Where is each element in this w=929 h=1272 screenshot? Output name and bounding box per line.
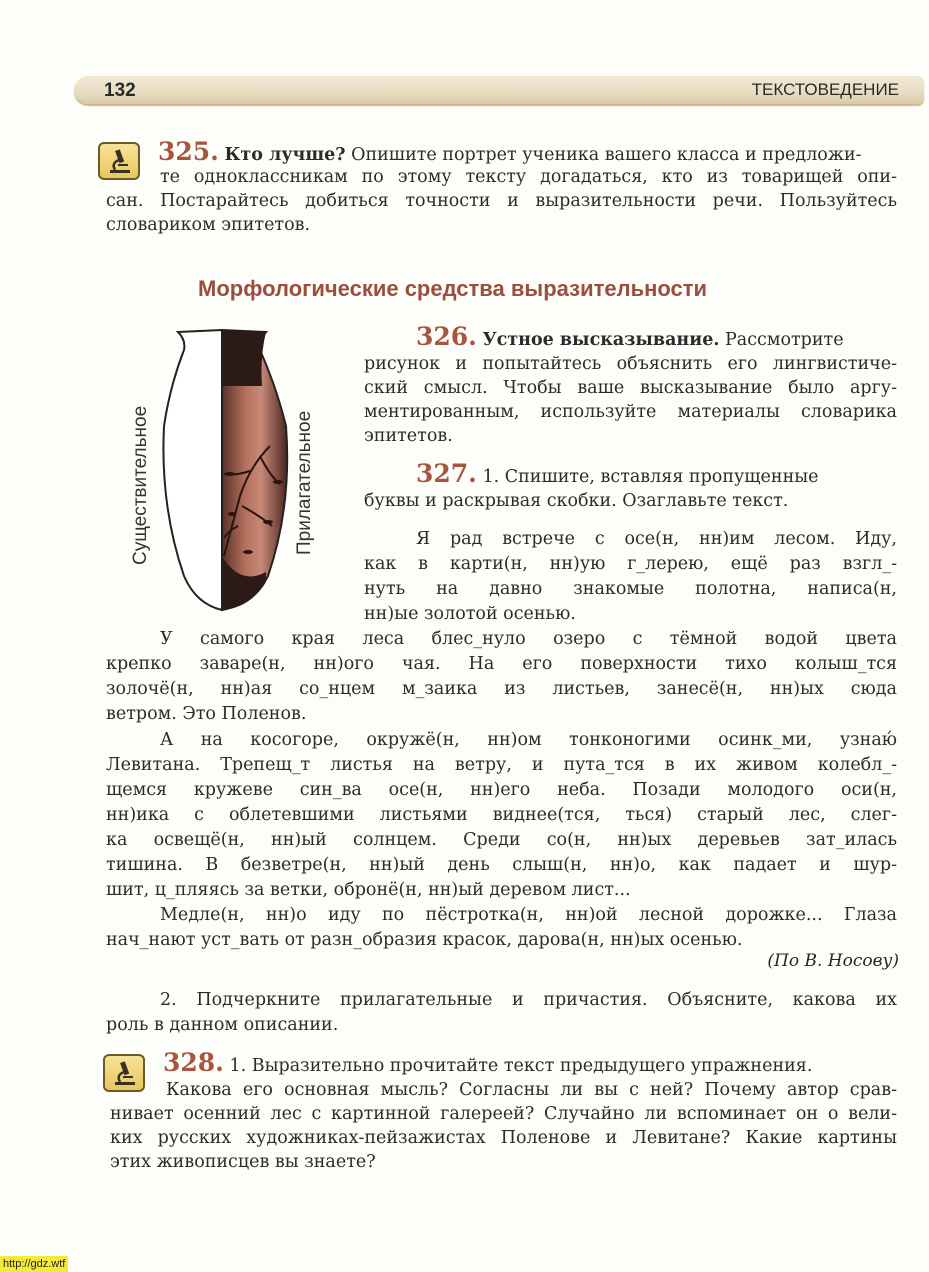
exercise-326-line: Рассмотрите <box>725 330 844 350</box>
exercise-327-text-line: нач_нают уст_вать от разн_образия красок, дарова(н, нн)ых осенью. <box>106 930 743 950</box>
exercise-327-text-line: Я рад встрече с осе(н, нн)им лесом. Иду, <box>416 529 897 549</box>
exercise-327-first-line <box>416 459 819 490</box>
exercise-327-text-line: как в карти(н, нн)ую г_лерею, ещё раз взгл_- <box>364 554 897 574</box>
exercise-327-line: 1. Спишите, вставляя пропущенные <box>482 467 819 487</box>
microscope-icon <box>103 1054 145 1092</box>
exercise-327-task2-line: 2. Подчеркните прилагательные и причастия. Объясните, какова их <box>160 990 897 1010</box>
exercise-325-line: сан. Постарайтесь добиться точности и выразительности речи. Пользуйтесь <box>106 191 897 211</box>
exercise-327-line: буквы и раскрывая скобки. Озаглавьте текст. <box>364 491 789 511</box>
vase-label-noun: Существительное <box>130 405 151 565</box>
exercise-328-line: ких русских художниках-пейзажистах Поленове и Левитане? Какие картины <box>110 1128 897 1148</box>
exercise-327-text-line: щемся кружеве син_ва осе(н, нн)его неба. Позади молодого оси(н, <box>106 780 897 800</box>
exercise-327-text-line: У самого края леса блес_нуло озеро с тёмной водой цвета <box>160 629 897 649</box>
section-heading: Морфологические средства выразительности <box>198 276 708 301</box>
exercise-326-first-line <box>416 322 844 353</box>
exercise-326-line: рисунок и попытайтесь объяснить его лингвистиче- <box>364 354 897 374</box>
exercise-326-line: ский смысл. Чтобы ваше высказывание было аргу- <box>364 378 897 398</box>
exercise-325-first-line <box>158 137 862 168</box>
watermark-link[interactable]: http://gdz.wtf <box>0 1256 68 1272</box>
exercise-325-number: 325. <box>158 137 219 166</box>
exercise-328-line: Какова его основная мысль? Согласны ли вы с ней? Почему автор срав- <box>166 1080 897 1100</box>
exercise-325-title: Кто лучше? <box>224 145 346 165</box>
exercise-327-text-line: тишина. В безветре(н, нн)ый день слыш(н, нн)о, как падает и шур- <box>106 855 897 875</box>
exercise-327-text-line: ветром. Это Поленов. <box>106 704 307 724</box>
exercise-325-line: Опишите портрет ученика вашего класса и предложи- <box>351 145 862 165</box>
vase-label-adjective: Прилагательное <box>294 410 315 555</box>
exercise-327-text-line: нуть на давно знакомые полотна, написа(н, <box>364 579 897 599</box>
microscope-icon <box>98 142 140 180</box>
exercise-327-text-line: нн)ика с облетевшими листьями виднее(тся, ться) старый лес, слег- <box>106 805 897 825</box>
exercise-328-line: 1. Выразительно прочитайте текст предыдущего упражнения. <box>229 1056 813 1076</box>
exercise-326-line: эпитетов. <box>364 426 453 446</box>
exercise-327-task2-line: роль в данном описании. <box>106 1015 339 1035</box>
exercise-327-text-line: золочё(н, нн)ая со_нцем м_заика из листьев, занесё(н, нн)ых сюда <box>106 679 897 699</box>
exercise-328-line: этих живописцев вы знаете? <box>110 1152 376 1172</box>
exercise-327-text-line: ка освещё(н, нн)ый солнцем. Среди со(н, нн)ых деревьев зат_илась <box>106 830 897 850</box>
exercise-325-line: словариком эпитетов. <box>106 215 311 235</box>
exercise-328-number: 328. <box>163 1048 224 1077</box>
exercise-327-text-line: Левитана. Трепещ_т листья на ветру, и путa_тся в их живом колебл_- <box>106 755 897 775</box>
exercise-327-text-line: А на косогоре, окружё(н, нн)ом тонконогими осинк_ми, узнаю́ <box>160 730 897 750</box>
exercise-327-number: 327. <box>416 459 477 488</box>
page-number: 132 <box>104 80 136 101</box>
exercise-325-line: те одноклассникам по этому тексту догадаться, кто из товарищей опи- <box>160 167 897 187</box>
text-source: (По В. Носову) <box>767 951 899 971</box>
exercise-327-text-line: нн)ые золотой осенью. <box>364 604 576 624</box>
exercise-328-line: нивает осенний лес с картинной галереей? Случайно ли вспоминает он о вели- <box>110 1104 897 1124</box>
exercise-327-text-line: крепко заваре(н, нн)ого чая. На его поверхности тихо колыш_тся <box>106 654 897 674</box>
exercise-326-number: 326. <box>416 322 477 351</box>
exercise-327-text-line: шит, ц_пляясь за ветки, обронё(н, нн)ый деревом лист... <box>106 880 631 900</box>
section-title: ТЕКСТОВЕДЕНИЕ <box>751 80 899 99</box>
exercise-327-text-line: Медле(н, нн)о иду по пёстротка(н, нн)ой лесной дорожке... Глаза <box>160 905 897 925</box>
exercise-326-line: ментированным, используйте материалы словарика <box>364 402 897 422</box>
exercise-326-title: Устное высказывание. <box>482 330 720 350</box>
exercise-328-first-line <box>163 1048 813 1079</box>
